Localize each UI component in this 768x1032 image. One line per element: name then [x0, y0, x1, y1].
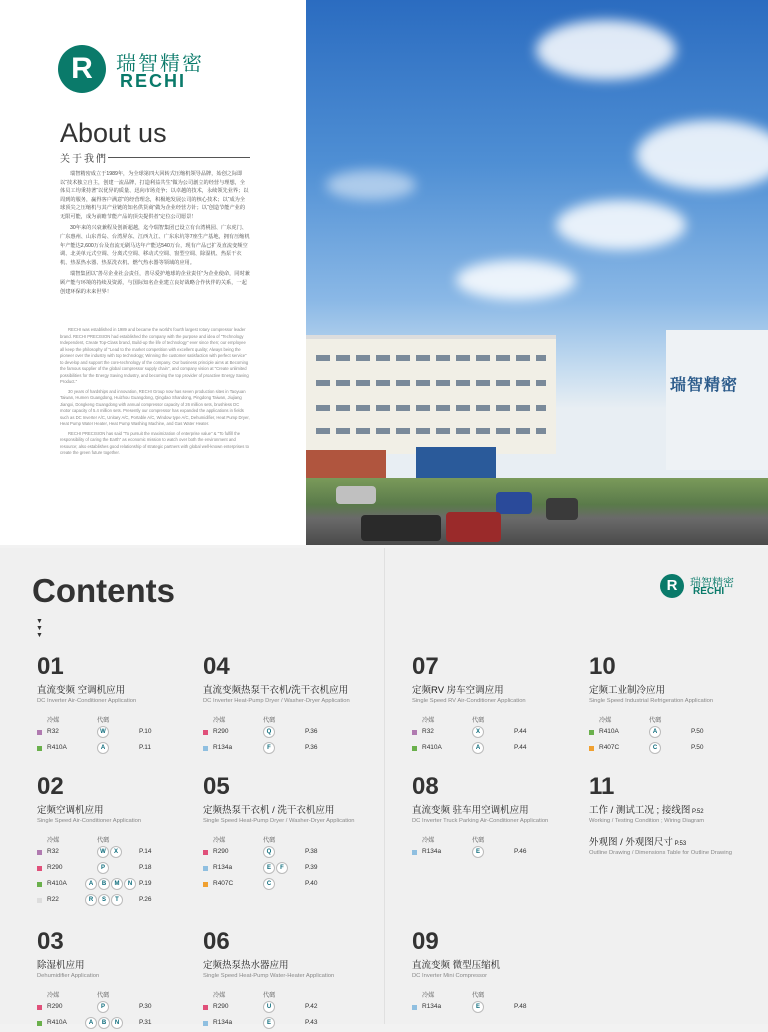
about-cn-paragraph: 瑞智集团以“善尽企业社会责任，善尽爱护地球的企业责任”为企业使命，同时兼顾产能与环境的持续及资源，与国际知名企业建立良好战略合作伙伴的关系，一起创建环保的未来世界！ — [60, 271, 250, 295]
section-title-cn: 外观图 / 外观图尺寸 P.53 — [589, 836, 687, 848]
refrigerant-label: R32 — [47, 847, 59, 855]
section-title-en: Single Speed Air-Conditioner Application — [37, 818, 142, 824]
model-code-badge: W — [97, 846, 109, 858]
model-code-badge: B — [98, 1017, 110, 1029]
column-code: 代碼 — [97, 991, 110, 999]
page-number[interactable]: P.48 — [514, 1002, 527, 1010]
page-gutter — [384, 548, 385, 1024]
table-row[interactable] — [203, 741, 378, 757]
refrigerant-label: R290 — [213, 1002, 229, 1010]
table-row[interactable] — [589, 725, 764, 741]
column-refrigerant: 冷媒 — [213, 716, 226, 724]
about-cn-paragraph: 瑞智精密成立于1989年，为全球第四大回转式压缩机领导品牌，始创之际即以“技术独立自主，创建一流品牌，打造利益共生”做为公司創立的经营与理想，全体员工均秉持著“以优异的质量、迅向市场竞争；以卓越的技术，永续领先业界；以周到的服务，赢得客户满意”的经营理念，积极地发展公司的核心技术；以“成为全球顶尖之压缩机与其产业链的知名供货商”做为企业经营方针；以“创造节能产业的无限可能，成为前瞻节能产品的顶尖提供者”定位公司愿景！ — [60, 171, 249, 220]
model-codes — [649, 742, 662, 754]
model-code-badge: C — [263, 878, 275, 890]
page-number[interactable]: P.19 — [139, 879, 152, 887]
section-page-ref[interactable]: P.53 — [672, 840, 687, 847]
model-code-badge: A — [97, 742, 109, 754]
refrigerant-label: R410A — [47, 1018, 67, 1026]
page-number[interactable]: P.36 — [305, 727, 318, 735]
table-row[interactable] — [203, 845, 378, 861]
section-number: 06 — [203, 928, 230, 955]
rechi-logo-icon: R — [660, 574, 684, 598]
model-codes — [97, 862, 110, 874]
table-header — [203, 715, 378, 725]
table-row[interactable] — [37, 725, 212, 741]
table-row[interactable] — [412, 741, 587, 757]
page-number[interactable]: P.36 — [305, 743, 318, 751]
model-code-badge: T — [111, 894, 123, 906]
contents-section — [203, 775, 378, 893]
refrigerant-color-swatch — [203, 746, 208, 751]
page-number[interactable]: P.43 — [305, 1018, 318, 1026]
contents-section — [37, 930, 212, 1032]
section-number: 03 — [37, 928, 64, 955]
page-number[interactable]: P.44 — [514, 727, 527, 735]
model-codes — [472, 1001, 485, 1013]
section-number: 01 — [37, 653, 64, 680]
refrigerant-label: R290 — [213, 847, 229, 855]
model-code-badge: U — [263, 1001, 275, 1013]
model-code-badge: A — [472, 742, 484, 754]
model-code-badge: X — [110, 846, 122, 858]
about-en-paragraph: 30 years of hardships and innovation, RECHI Group now has seven production sites in Taoyuan Taiwan, Humen Guangdong, Huizhou Guangdong, Qingdao Shandong, Pingdong Taiwan, Jiujiang Jiangxi, Dongkeng Guangdong with annual compressor capacity of 26 million sets, brushless DC motor capacity of 5.4 million sets. Presently our compressor has expanded the applications in fields such as DC Inverter A/C, Unitary A/C, Portable A/C, Window type A/C, Dehumidifier, Heat Pump Dryer, Heat Pump Water Heater, Heat Pump Washing Machine, and Gas Water Heater. — [60, 388, 250, 426]
model-codes — [97, 846, 123, 858]
contents-section — [37, 775, 212, 909]
refrigerant-label: R134a — [422, 847, 442, 855]
page-number[interactable]: P.50 — [691, 727, 704, 735]
section-title-cn: 工作 / 测试工况 ; 接线图 P.52 — [589, 805, 704, 816]
table-header — [589, 715, 764, 725]
model-code-badge: F — [276, 862, 288, 874]
refrigerant-label: R410A — [422, 743, 442, 751]
column-code: 代碼 — [649, 716, 662, 724]
section-title-en: Outline Drawing / Dimensions Table for Outline Drawing — [589, 849, 732, 856]
contents-section — [37, 655, 212, 757]
model-codes — [472, 742, 485, 754]
about-title: About us — [60, 118, 167, 148]
logo-cn: 瑞智精密 — [116, 53, 204, 75]
contents-section — [203, 655, 378, 757]
model-code-badge: R — [85, 894, 97, 906]
refrigerant-label: R32 — [422, 727, 434, 735]
refrigerant-color-swatch — [37, 746, 42, 751]
column-refrigerant: 冷媒 — [599, 716, 612, 724]
model-code-badge: A — [85, 878, 97, 890]
section-number: 04 — [203, 653, 230, 680]
refrigerant-color-swatch — [37, 850, 42, 855]
table-header — [37, 715, 212, 725]
table-row[interactable] — [203, 877, 378, 893]
column-refrigerant: 冷媒 — [422, 836, 435, 844]
rechi-logo — [58, 45, 218, 97]
model-codes — [472, 846, 485, 858]
refrigerant-color-swatch — [203, 866, 208, 871]
section-title-en: DC Inverter Heat-Pump Dryer / Washer-Dryer Application — [203, 698, 350, 704]
refrigerant-label: R407C — [213, 879, 234, 887]
column-code: 代碼 — [472, 716, 485, 724]
model-codes — [263, 742, 276, 754]
model-code-badge: M — [111, 878, 123, 890]
refrigerant-label: R290 — [47, 863, 63, 871]
section-title-cn: 除湿机应用 — [37, 960, 85, 971]
section-title-en: Dehumidifier Application — [37, 973, 100, 979]
model-code-badge: E — [472, 1001, 484, 1013]
refrigerant-color-swatch — [37, 882, 42, 887]
column-refrigerant: 冷媒 — [422, 716, 435, 724]
column-refrigerant: 冷媒 — [47, 716, 60, 724]
model-code-badge: E — [263, 1017, 275, 1029]
column-code: 代碼 — [263, 836, 276, 844]
contents-title: Contents — [32, 572, 175, 609]
refrigerant-color-swatch — [203, 1021, 208, 1026]
section-number: 05 — [203, 773, 230, 800]
model-code-badge: C — [649, 742, 661, 754]
model-codes — [85, 894, 124, 906]
column-code: 代碼 — [97, 716, 110, 724]
table-row[interactable] — [37, 1000, 212, 1016]
page-number[interactable]: P.18 — [139, 863, 152, 871]
refrigerant-color-swatch — [412, 850, 417, 855]
page-number[interactable]: P.46 — [514, 847, 527, 855]
section-title-en: Single Speed Industrial Refrigeration Application — [589, 698, 714, 704]
model-code-badge: S — [98, 894, 110, 906]
refrigerant-color-swatch — [589, 730, 594, 735]
section-title-cn: 定频空调机应用 — [37, 805, 104, 816]
model-codes — [263, 1001, 276, 1013]
table-header — [203, 990, 378, 1000]
page-number[interactable]: P.11 — [139, 743, 152, 751]
table-row[interactable] — [412, 725, 587, 741]
table-header — [412, 715, 587, 725]
model-code-badge: E — [472, 846, 484, 858]
page-number[interactable]: P.10 — [139, 727, 152, 735]
column-code: 代碼 — [263, 991, 276, 999]
refrigerant-color-swatch — [37, 1021, 42, 1026]
table-row[interactable] — [37, 861, 212, 877]
refrigerant-color-swatch — [412, 730, 417, 735]
section-title-cn: 直流变频 空调机应用 — [37, 685, 126, 696]
model-code-badge: W — [97, 726, 109, 738]
column-code: 代碼 — [263, 716, 276, 724]
table-row[interactable] — [37, 877, 212, 893]
column-refrigerant: 冷媒 — [47, 836, 60, 844]
table-row[interactable] — [412, 845, 587, 861]
column-refrigerant: 冷媒 — [213, 836, 226, 844]
section-number: 07 — [412, 653, 439, 680]
section-title-cn: 直流变频热泵干衣机/洗干衣机应用 — [203, 685, 349, 696]
logo-en: RECHI — [120, 71, 187, 91]
page-number[interactable]: P.30 — [139, 1002, 152, 1010]
table-row[interactable] — [203, 1000, 378, 1016]
page-number[interactable]: P.44 — [514, 743, 527, 751]
table-row[interactable] — [203, 861, 378, 877]
contents-section — [589, 775, 764, 857]
refrigerant-label: R290 — [47, 1002, 63, 1010]
logo-cn: 瑞智精密 — [690, 577, 734, 589]
logo-en: RECHI — [693, 586, 725, 597]
about-subtitle: 关于我們 — [60, 154, 108, 165]
model-codes — [649, 726, 662, 738]
about-en-text — [60, 327, 250, 460]
page-number[interactable]: P.26 — [139, 895, 152, 903]
refrigerant-label: R32 — [47, 727, 59, 735]
model-codes — [97, 742, 110, 754]
model-code-badge: A — [85, 1017, 97, 1029]
section-title-en: Working / Testing Condition ; Wiring Diagram — [589, 818, 705, 824]
section-title-cn: 定频热泵热水器应用 — [203, 960, 289, 971]
table-row[interactable] — [37, 893, 212, 909]
refrigerant-color-swatch — [37, 730, 42, 735]
section-title-en: DC Inverter Mini Compressor — [412, 973, 488, 979]
section-title-cn: 直流变频 驻车用空调机应用 — [412, 805, 529, 816]
refrigerant-color-swatch — [203, 882, 208, 887]
about-cn-paragraph: 30年来的兴衰兼程及创新超越，迄今瑞智集团已设立有台湾桃园、广东虎门、广东惠州、山东青岛、台湾屏东、江西九江、广东东坑等7座生产基地，拥有压缩机年产能达2,600万台及直流无刷马达年产能达540万台，现有产品已扩及直流变频空调、北美单元式空调、分离式空调、移动式空调、窗型空调、除湿机、热泵干衣机、热泵热水器、热泵洗衣机、燃气热水器等领域的应用。 — [60, 225, 250, 266]
column-code: 代碼 — [97, 836, 110, 844]
refrigerant-label: R410A — [47, 879, 67, 887]
contents-section — [589, 655, 764, 757]
about-cn-text — [60, 170, 250, 299]
table-row[interactable] — [412, 1000, 587, 1016]
section-number: 11 — [589, 773, 615, 800]
model-codes — [97, 1001, 110, 1013]
refrigerant-color-swatch — [37, 866, 42, 871]
building-sign: 瑞智精密 — [670, 377, 739, 394]
section-title-en: Single Speed Heat-Pump Dryer / Washer-Dryer Application — [203, 818, 355, 824]
model-code-badge: X — [472, 726, 484, 738]
contents-section — [412, 655, 587, 757]
model-codes — [263, 1017, 276, 1029]
model-codes — [97, 726, 110, 738]
refrigerant-color-swatch — [37, 898, 42, 903]
refrigerant-color-swatch — [37, 1005, 42, 1010]
section-title-cn: 定频工业制冷应用 — [589, 685, 666, 696]
table-row[interactable] — [37, 845, 212, 861]
section-title-cn: 定频热泵干衣机 / 洗干衣机应用 — [203, 805, 335, 816]
refrigerant-label: R407C — [599, 743, 620, 751]
section-title-en: DC Inverter Truck Parking Air-Conditioner Application — [412, 818, 549, 824]
page-number[interactable]: P.42 — [305, 1002, 318, 1010]
model-code-badge: P — [97, 1001, 109, 1013]
page-number[interactable]: P.31 — [139, 1018, 152, 1026]
refrigerant-label: R290 — [213, 727, 229, 735]
refrigerant-label: R410A — [47, 743, 67, 751]
section-title-en: Single Speed RV Air-Conditioner Application — [412, 698, 526, 704]
model-code-badge: Q — [263, 846, 275, 858]
model-codes — [472, 726, 485, 738]
section-page-ref[interactable]: P.52 — [690, 809, 704, 815]
rechi-logo-icon: R — [58, 45, 106, 93]
divider-line — [108, 157, 250, 158]
section-number: 09 — [412, 928, 439, 955]
table-header — [203, 835, 378, 845]
table-header — [37, 990, 212, 1000]
page-number[interactable]: P.38 — [305, 847, 318, 855]
about-en-paragraph: RECHI PRECISION has said "To pursuit the maximization of enterprise value" & "To fulfill the responsibility of caring the Earth" as economic mission to watch over both the environment and resource; also establishes good relationship of strategic partners with global well-known enterprises to create the green future together. — [60, 430, 250, 455]
table-row[interactable] — [203, 725, 378, 741]
table-header — [412, 990, 587, 1000]
model-code-badge: P — [97, 862, 109, 874]
section-number: 02 — [37, 773, 64, 800]
rechi-logo-small — [660, 574, 740, 600]
refrigerant-color-swatch — [203, 850, 208, 855]
section-title-cn: 定频RV 房车空调应用 — [412, 685, 504, 696]
refrigerant-color-swatch — [203, 730, 208, 735]
page-number[interactable]: P.40 — [305, 879, 318, 887]
refrigerant-label: R410A — [599, 727, 619, 735]
column-code: 代碼 — [472, 991, 485, 999]
model-code-badge: F — [263, 742, 275, 754]
model-codes — [85, 878, 137, 890]
table-header — [37, 835, 212, 845]
model-code-badge: A — [649, 726, 661, 738]
section-title-en: Single Speed Heat-Pump Water-Heater Application — [203, 973, 335, 979]
model-codes — [263, 726, 276, 738]
refrigerant-label: R134a — [213, 743, 233, 751]
model-code-badge: Q — [263, 726, 275, 738]
refrigerant-color-swatch — [412, 746, 417, 751]
section-title-en: DC Inverter Air-Conditioner Application — [37, 698, 137, 704]
page-number[interactable]: P.14 — [139, 847, 152, 855]
page-number[interactable]: P.39 — [305, 863, 318, 871]
section-number: 10 — [589, 653, 616, 680]
column-code: 代碼 — [472, 836, 485, 844]
column-refrigerant: 冷媒 — [47, 991, 60, 999]
page-number[interactable]: P.50 — [691, 743, 704, 751]
model-code-badge: E — [263, 862, 275, 874]
refrigerant-label: R134a — [213, 863, 233, 871]
refrigerant-label: R134a — [213, 1018, 233, 1026]
model-code-badge: N — [124, 878, 136, 890]
section-title-cn: 直流变频 微型压缩机 — [412, 960, 501, 971]
contents-section — [412, 775, 587, 861]
refrigerant-color-swatch — [589, 746, 594, 751]
contents-section — [412, 930, 587, 1016]
table-row[interactable] — [589, 741, 764, 757]
arrow-down-icon: ▼ ▼ ▼ — [36, 618, 43, 639]
column-refrigerant: 冷媒 — [213, 991, 226, 999]
refrigerant-label: R22 — [47, 895, 59, 903]
model-code-badge: B — [98, 878, 110, 890]
contents-section — [203, 930, 378, 1032]
table-row[interactable] — [37, 741, 212, 757]
table-header — [412, 835, 587, 845]
model-code-badge: N — [111, 1017, 123, 1029]
section-number: 08 — [412, 773, 439, 800]
model-codes — [263, 846, 276, 858]
about-en-paragraph: RECHI was established in 1989 and became the world's fourth largest rotary compressor leader brand. RECHI PRECISION had established the company with the purpose and idea of "Technology Independent, Create Top-Class brand, Build-up the life of technology" ever since then; our employee all keep the philosophy of "Lead to the market competition with excellent quality; Always being the pioneer over the industry with top technology; Winning the customer satisfaction with perfect service" to develop and support the core-technology of the company. Our business principle aims at Becoming the famous supplier of the global compressor supply chain", and company vision at "Create unlimited possibilities for the Energy Saving Industry, and becoming the top provider of proactive Energy Saving Product." — [60, 327, 249, 384]
refrigerant-color-swatch — [412, 1005, 417, 1010]
model-codes — [85, 1017, 124, 1029]
refrigerant-color-swatch — [203, 1005, 208, 1010]
column-refrigerant: 冷媒 — [422, 991, 435, 999]
factory-photo — [306, 0, 768, 545]
model-codes — [263, 862, 289, 874]
model-codes — [263, 878, 276, 890]
refrigerant-label: R134a — [422, 1002, 442, 1010]
